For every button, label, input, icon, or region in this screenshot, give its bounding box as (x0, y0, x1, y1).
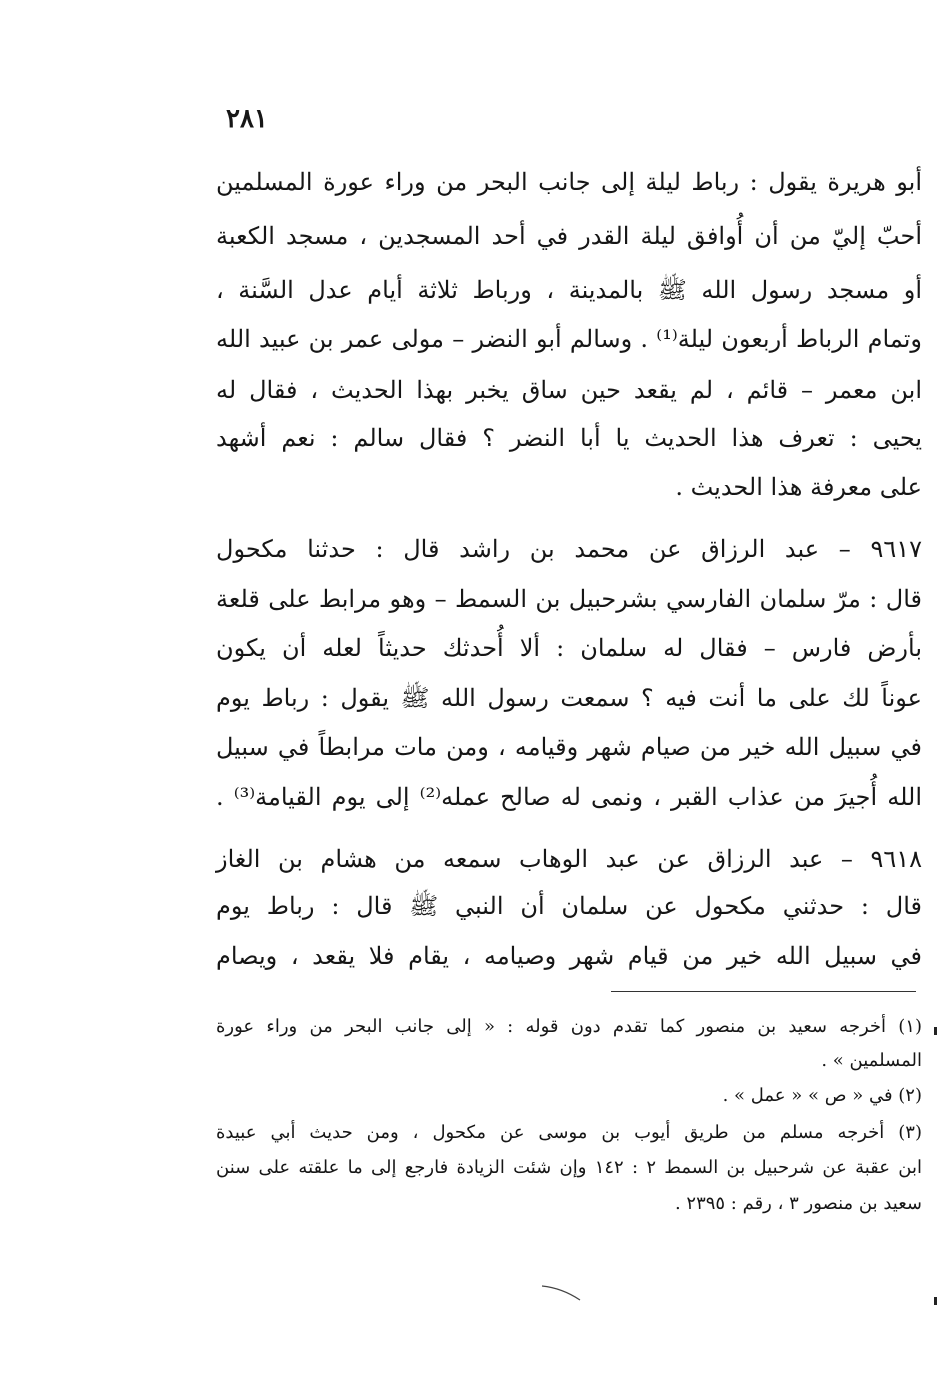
hadith-9618-line: ٩٦١٨ – عبد الرزاق عن عبد الوهاب سمعه من هشام بن الغاز (216, 845, 922, 873)
body-line: قال : حدثني مكحول عن سلمان أن النبي ﷺ قال : رباط يوم (216, 892, 922, 920)
footnote-line: سعيد بن منصور ٣ ، رقم : ٢٣٩٥ . (674, 1193, 922, 1214)
body-line: بأرض فارس – فقال له سلمان : ألا أُحدثك حديثاً لعله أن يكون (216, 634, 922, 662)
ink-mark (540, 1282, 584, 1302)
body-line: في سبيل الله خير من صيام شهر وقيامه ، ومن مات مرابطاً في سبيل (216, 733, 922, 761)
body-line: أو مسجد رسول الله ﷺ بالمدينة ، ورباط ثلاثة أيام عدل السَّنة ، (216, 276, 922, 304)
page-number: ٢٨١ (226, 104, 268, 134)
body-line: يحيى : تعرف هذا الحديث يا أبا النضر ؟ فقال سالم : نعم أشهد (216, 424, 922, 452)
scan-dot (934, 1027, 937, 1035)
footnote-line: ابن عقبة عن شرحبيل بن السمط ٢ : ١٤٢ وإن شئت الزيادة فارجع إلى ما علقته على سنن (216, 1157, 923, 1178)
body-line: في سبيل الله خير من قيام شهر وصيامه ، يقام فلا يقعد ، ويصام (216, 942, 922, 970)
footnote-line: المسلمين » . (821, 1050, 922, 1071)
body-line: قال : مرّ سلمان الفارسي بشرحبيل بن السمط – وهو مرابط على قلعة (216, 585, 922, 613)
scan-dot (934, 1297, 937, 1305)
footnote-line: (٣) أخرجه مسلم من طريق أيوب بن موسى عن مكحول ، ومن حديث أبي عبيدة (216, 1122, 922, 1143)
footnote-line: (١) أخرجه سعيد بن منصور كما تقدم دون قوله : « إلى جانب البحر من وراء عورة (216, 1016, 922, 1037)
body-line: أحبّ إليّ من أن أُوافق ليلة القدر في أحد المسجدين ، مسجد الكعبة (216, 222, 922, 250)
body-line: الله أُجيرَ من عذاب القبر ، ونمى له صالح عمله⁽²⁾ إلى يوم القيامة⁽³⁾ . (216, 783, 923, 811)
footnote-separator (611, 991, 916, 992)
footnote-line: (٢) في « ص » « عمل » . (722, 1085, 922, 1106)
body-line: على معرفة هذا الحديث . (675, 473, 922, 501)
body-line: أبو هريرة يقول : رباط ليلة إلى جانب البحر من وراء عورة المسلمين (216, 168, 922, 196)
body-line: ابن معمر – قائم ، لم يقعد حين ساق يخبر بهذا الحديث ، فقال له (216, 376, 922, 404)
body-line: عوناً لك على ما أنت فيه ؟ سمعت رسول الله ﷺ يقول : رباط يوم (216, 684, 922, 712)
hadith-9617-line: ٩٦١٧ – عبد الرزاق عن محمد بن راشد قال : حدثنا مكحول (216, 535, 922, 563)
body-line: وتمام الرباط أربعون ليلة⁽¹⁾ . وسالم أبو النضر – مولى عمر بن عبيد الله (216, 325, 922, 353)
